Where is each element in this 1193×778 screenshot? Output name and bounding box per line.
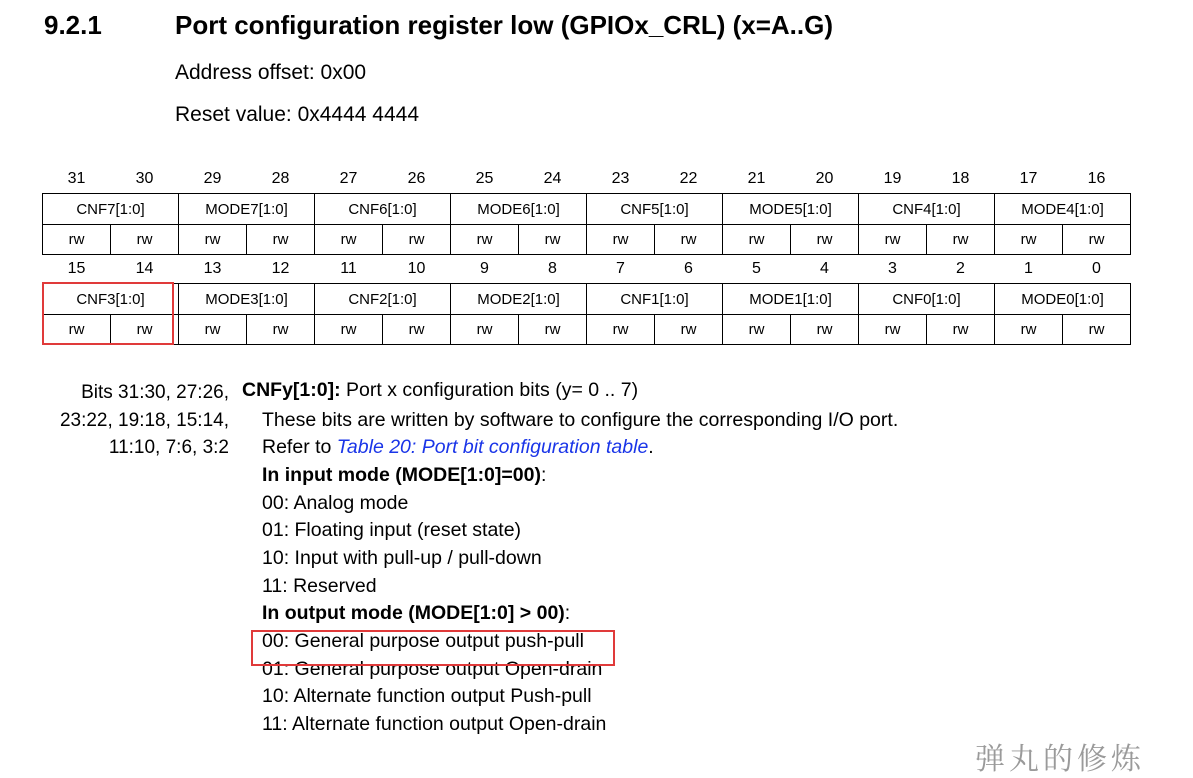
lower-fields-row [43, 284, 1131, 315]
access-cell: rw [723, 225, 791, 255]
bit-number: 1 [1024, 260, 1033, 277]
access-cell: rw [383, 225, 451, 255]
field-mode1: MODE1[1:0] [723, 284, 859, 315]
software-line: These bits are written by software to configure the corresponding I/O port. [262, 409, 899, 431]
bits-label-line: 23:22, 19:18, 15:14, [59, 409, 229, 431]
bit-number: 7 [616, 260, 625, 277]
bit-number: 2 [956, 260, 965, 277]
lower-access-row [43, 315, 1131, 345]
access-cell: rw [587, 225, 655, 255]
bit-number: 24 [543, 170, 562, 187]
access-cell: rw [655, 315, 723, 345]
output-mode-heading [262, 602, 570, 625]
output-option: 10: Alternate function output Push-pull [262, 685, 592, 707]
refer-prefix: Refer to [262, 436, 337, 458]
field-mode7: MODE7[1:0] [179, 194, 315, 225]
output-option: 11: Alternate function output Open-drain [262, 713, 607, 735]
bit-number: 9 [480, 260, 489, 277]
access-cell: rw [451, 225, 519, 255]
table-20-link[interactable]: Table 20: Port bit configuration table [336, 436, 649, 458]
upper-access-row [43, 225, 1131, 255]
access-cell: rw [723, 315, 791, 345]
access-cell: rw [1063, 225, 1131, 255]
input-heading-suffix: : [540, 464, 547, 486]
access-cell: rw [519, 225, 587, 255]
access-cell: rw [451, 315, 519, 345]
access-cell: rw [179, 315, 247, 345]
access-cell: rw [383, 315, 451, 345]
bit-number: 16 [1087, 170, 1106, 187]
access-cell: rw [179, 225, 247, 255]
watermark: 弹丸的修炼 [975, 742, 1145, 777]
upper-fields-row [43, 194, 1131, 225]
access-cell: rw [43, 225, 111, 255]
access-cell: rw [315, 315, 383, 345]
bit-number: 5 [752, 260, 761, 277]
access-cell: rw [859, 315, 927, 345]
access-cell: rw [995, 315, 1063, 345]
access-cell: rw [247, 225, 315, 255]
bit-number: 3 [888, 260, 897, 277]
bits-label [9, 379, 229, 462]
bit-number: 21 [747, 170, 766, 187]
input-option: 01: Floating input (reset state) [262, 519, 522, 541]
bit-number: 11 [340, 260, 357, 277]
field-mode3: MODE3[1:0] [179, 284, 315, 315]
access-cell: rw [791, 225, 859, 255]
register-bit-table [42, 165, 1131, 345]
access-cell: rw [111, 225, 179, 255]
field-cnf7: CNF7[1:0] [43, 194, 179, 225]
input-option: 11: Reserved [262, 575, 377, 597]
bit-number: 12 [271, 260, 290, 277]
field-mode0: MODE0[1:0] [995, 284, 1131, 315]
access-cell: rw [995, 225, 1063, 255]
bit-number: 25 [475, 170, 494, 187]
bit-number: 17 [1019, 170, 1038, 187]
access-cell: rw [247, 315, 315, 345]
refer-line [262, 436, 654, 459]
field-cnf3: CNF3[1:0] [43, 284, 179, 315]
field-summary: Port x configuration bits (y= 0 .. 7) [340, 379, 639, 401]
field-cnf5: CNF5[1:0] [587, 194, 723, 225]
access-cell: rw [111, 315, 179, 345]
field-mode4: MODE4[1:0] [995, 194, 1131, 225]
field-cnf1: CNF1[1:0] [587, 284, 723, 315]
bits-label-line: 11:10, 7:6, 3:2 [108, 437, 229, 458]
access-cell: rw [927, 225, 995, 255]
access-cell: rw [859, 225, 927, 255]
field-cnf2: CNF2[1:0] [315, 284, 451, 315]
output-option: 01: General purpose output Open-drain [262, 658, 603, 680]
access-cell: rw [1063, 315, 1131, 345]
bit-number: 15 [67, 260, 86, 277]
output-heading-suffix: : [564, 602, 571, 624]
field-cnf4: CNF4[1:0] [859, 194, 995, 225]
access-cell: rw [655, 225, 723, 255]
field-cnf6: CNF6[1:0] [315, 194, 451, 225]
bit-number: 19 [883, 170, 902, 187]
field-cnf0: CNF0[1:0] [859, 284, 995, 315]
access-cell: rw [43, 315, 111, 345]
bit-number: 20 [815, 170, 834, 187]
bit-number: 6 [684, 260, 693, 277]
bits-label-line: Bits 31:30, 27:26, [81, 382, 229, 403]
bit-number: 23 [611, 170, 630, 187]
output-option: 00: General purpose output push-pull [262, 630, 584, 652]
input-mode-heading [262, 464, 546, 487]
access-cell: rw [791, 315, 859, 345]
bit-number: 10 [407, 260, 426, 277]
bit-number: 22 [679, 170, 698, 187]
field-mode6: MODE6[1:0] [451, 194, 587, 225]
field-heading [242, 379, 638, 402]
bit-number: 30 [135, 170, 154, 187]
section-title: Port configuration register low (GPIOx_CRL) (x=A..G) [175, 10, 834, 40]
input-option: 10: Input with pull-up / pull-down [262, 547, 542, 569]
address-offset: Address offset: 0x00 [175, 61, 367, 84]
access-cell: rw [587, 315, 655, 345]
bit-number: 8 [548, 260, 557, 277]
bit-number: 29 [203, 170, 222, 187]
access-cell: rw [519, 315, 587, 345]
field-name: CNFy[1:0]: [242, 379, 341, 401]
bit-number: 13 [203, 260, 222, 277]
lower-bit-numbers-row [43, 255, 1131, 284]
field-mode5: MODE5[1:0] [723, 194, 859, 225]
bit-number: 4 [820, 260, 829, 277]
reset-value: Reset value: 0x4444 4444 [175, 103, 420, 126]
bit-number: 14 [135, 260, 154, 277]
bit-number: 28 [271, 170, 290, 187]
field-mode2: MODE2[1:0] [451, 284, 587, 315]
upper-bit-numbers-row [43, 165, 1131, 194]
input-option: 00: Analog mode [262, 492, 409, 514]
bit-number: 31 [67, 170, 86, 187]
bit-number: 26 [407, 170, 426, 187]
refer-suffix: . [648, 436, 654, 458]
output-heading-text: In output mode (MODE[1:0] > 00) [262, 602, 565, 624]
access-cell: rw [315, 225, 383, 255]
bit-number: 18 [951, 170, 970, 187]
input-heading-text: In input mode (MODE[1:0]=00) [262, 464, 541, 486]
bit-number: 27 [339, 170, 358, 187]
section-number: 9.2.1 [44, 10, 102, 40]
bit-number: 0 [1092, 260, 1101, 277]
access-cell: rw [927, 315, 995, 345]
